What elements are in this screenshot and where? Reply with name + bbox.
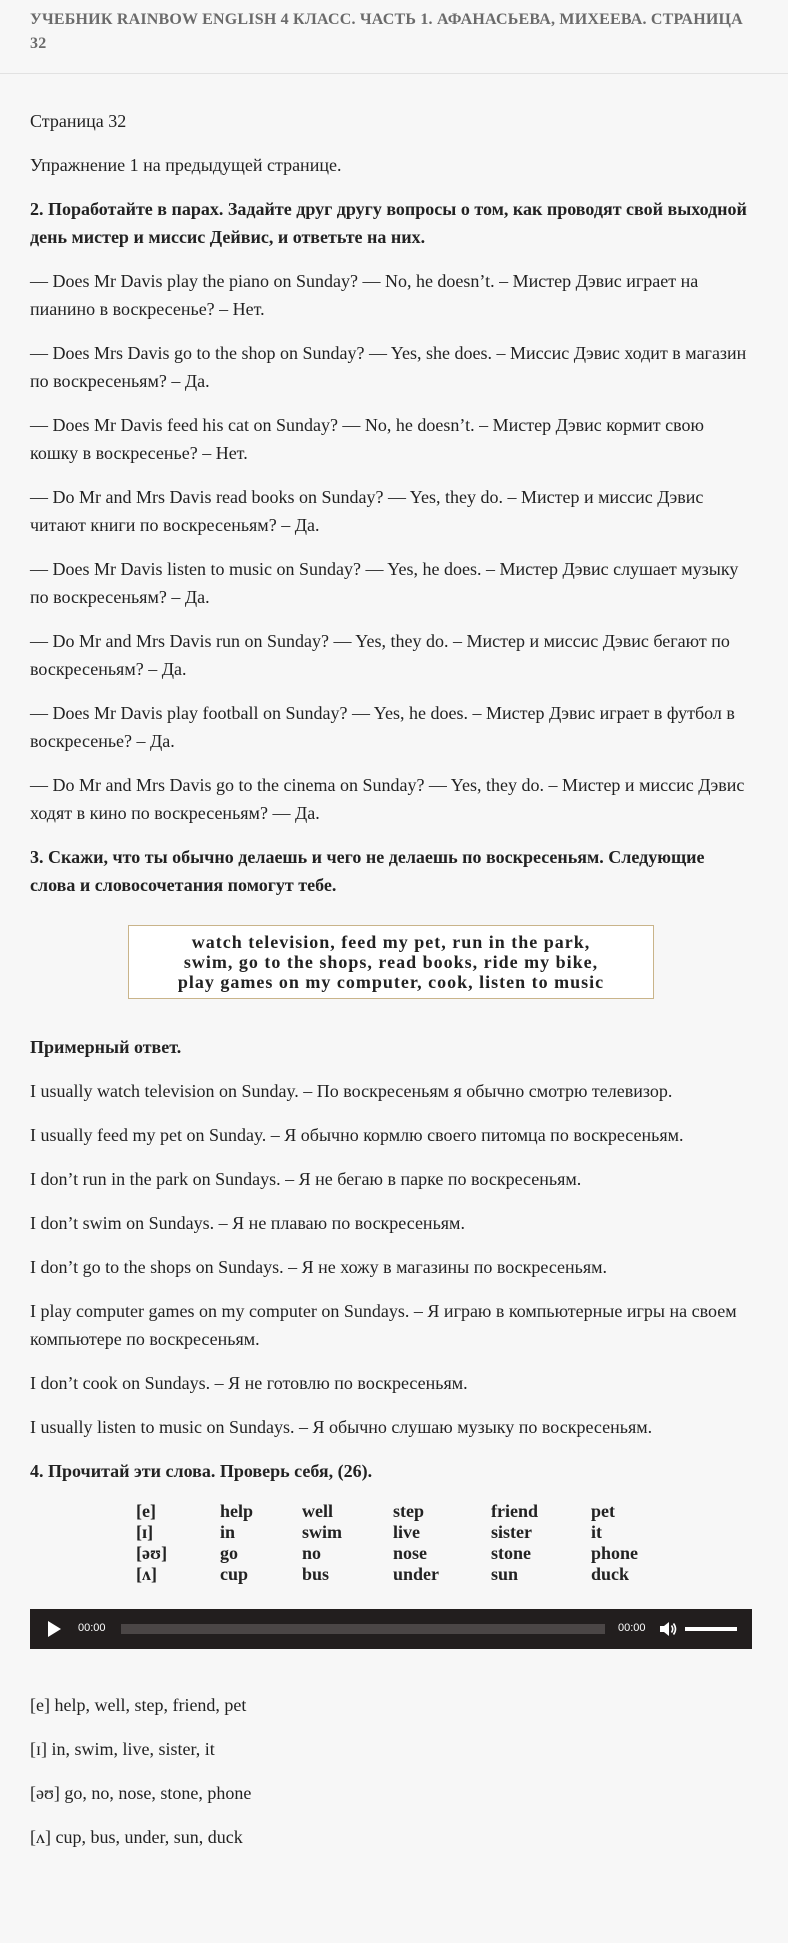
word-cell: duck (591, 1564, 630, 1584)
audio-player (30, 1609, 752, 1649)
sound-word-list: [ɪ] in, swim, live, sister, it (30, 1739, 215, 1759)
exercise-2-heading: 2. Поработайте в парах. Задайте друг другу вопросы о том, как проводят свой выходной день мистер и миссис Дейвис, и ответьте на них. (30, 199, 747, 247)
article-content (30, 107, 752, 1867)
table-row (136, 1564, 651, 1585)
word-cell: nose (393, 1543, 428, 1563)
word-cell: swim (302, 1522, 342, 1542)
page-title: УЧЕБНИК RAINBOW ENGLISH 4 КЛАСС. ЧАСТЬ 1. АФАНАСЬЕВА, МИХЕЕВА. СТРАНИЦА 32 (30, 11, 743, 52)
answer-line: I play computer games on my computer on Sundays. – Я играю в компьютерные игры на своем компьютере по воскресеньям. (30, 1301, 737, 1349)
word-cell: cup (220, 1564, 249, 1584)
progress-slider[interactable] (121, 1624, 605, 1634)
answer-line: I don’t run in the park on Sundays. – Я не бегаю в парке по воскресеньям. (30, 1169, 582, 1189)
word-cell: sun (491, 1564, 519, 1584)
dialogue-line: — Does Mr Davis play the piano on Sunday? — No, he doesn’t. – Мистер Дэвис играет на пианино в воскресенье? – Нет. (30, 271, 699, 319)
answer-line: I don’t swim on Sundays. – Я не плаваю по воскресеньям. (30, 1213, 465, 1233)
dialogue-line: — Do Mr and Mrs Davis go to the cinema on Sunday? — Yes, they do. – Мистер и миссис Дэвис ходят в кино по воскресеньям? — Да. (30, 775, 745, 823)
word-box-line: swim, go to the shops, read books, ride my bike, (183, 952, 599, 972)
sound-word-list: [ʌ] cup, bus, under, sun, duck (30, 1827, 243, 1847)
word-cell: step (393, 1501, 424, 1521)
table-row (136, 1543, 651, 1564)
word-box-line: watch television, feed my pet, run in the park, (191, 932, 591, 952)
sound-cell: [ɪ] (136, 1522, 154, 1542)
word-cell: live (393, 1522, 420, 1542)
word-cell: help (220, 1501, 254, 1521)
word-box-line: play games on my computer, cook, listen to music (177, 972, 605, 992)
volume-level (685, 1627, 737, 1631)
table-row (136, 1522, 651, 1543)
play-icon[interactable] (48, 1621, 61, 1637)
volume-icon[interactable] (659, 1621, 677, 1637)
word-cell: phone (591, 1543, 639, 1563)
exercise-4-heading: 4. Прочитай эти слова. Проверь себя, (26). (30, 1461, 373, 1481)
sound-cell: [əʊ] (136, 1543, 168, 1563)
duration-time: 00:00 (618, 1622, 646, 1634)
dialogue-line: — Does Mr Davis play football on Sunday? — Yes, he does. – Мистер Дэвис играет в футбол в воскресенье? – Да. (30, 703, 735, 751)
word-cell: bus (302, 1564, 330, 1584)
answer-line: I don’t cook on Sundays. – Я не готовлю по воскресеньям. (30, 1373, 468, 1393)
answer-line: I usually feed my pet on Sunday. – Я обычно кормлю своего питомца по воскресеньям. (30, 1125, 684, 1145)
word-cell: pet (591, 1501, 615, 1521)
dialogue-line: — Does Mr Davis listen to music on Sunday? — Yes, he does. – Мистер Дэвис слушает музыку по воскресеньям? – Да. (30, 559, 739, 607)
word-cell: well (302, 1501, 333, 1521)
word-cell: it (591, 1522, 602, 1542)
exercise-3-heading: 3. Скажи, что ты обычно делаешь и чего не делаешь по воскресеньям. Следующие слова и словосочетания помогут тебе. (30, 847, 705, 895)
word-cell: in (220, 1522, 236, 1542)
answer-line: I usually listen to music on Sundays. – Я обычно слушаю музыку по воскресеньям. (30, 1417, 653, 1437)
word-cell: go (220, 1543, 238, 1563)
sound-word-list: [əʊ] go, no, nose, stone, phone (30, 1783, 252, 1803)
table-row (136, 1501, 651, 1522)
word-cell: stone (491, 1543, 531, 1563)
answer-line: I usually watch television on Sunday. – По воскресеньям я обычно смотрю телевизор. (30, 1081, 673, 1101)
current-time: 00:00 (78, 1622, 106, 1634)
sound-cell: [ʌ] (136, 1564, 157, 1584)
word-cell: friend (491, 1501, 538, 1521)
word-cell: sister (491, 1522, 532, 1542)
page-label: Страница 32 (30, 111, 127, 131)
word-cell: no (302, 1543, 322, 1563)
dialogue-line: — Does Mr Davis feed his cat on Sunday? — No, he doesn’t. – Мистер Дэвис кормит свою кошку в воскресенье? – Нет. (30, 415, 704, 463)
exercise-1-note: Упражнение 1 на предыдущей странице. (30, 155, 342, 175)
word-box (128, 925, 654, 999)
dialogue-line: — Do Mr and Mrs Davis run on Sunday? — Yes, they do. – Мистер и миссис Дэвис бегают по воскресеньям? – Да. (30, 631, 730, 679)
sound-word-list: [e] help, well, step, friend, pet (30, 1695, 247, 1715)
volume-slider[interactable] (685, 1627, 737, 1631)
answer-line: I don’t go to the shops on Sundays. – Я не хожу в магазины по воскресеньям. (30, 1257, 608, 1277)
sample-answer-heading: Примерный ответ. (30, 1037, 182, 1057)
dialogue-line: — Does Mrs Davis go to the shop on Sunday? — Yes, she does. – Миссис Дэвис ходит в магазин по воскресеньям? – Да. (30, 343, 747, 391)
sound-cell: [e] (136, 1501, 156, 1521)
page-header (0, 0, 788, 74)
phonetics-table (136, 1501, 651, 1585)
dialogue-line: — Do Mr and Mrs Davis read books on Sunday? — Yes, they do. – Мистер и миссис Дэвис читают книги по воскресеньям? – Да. (30, 487, 704, 535)
word-cell: under (393, 1564, 440, 1584)
